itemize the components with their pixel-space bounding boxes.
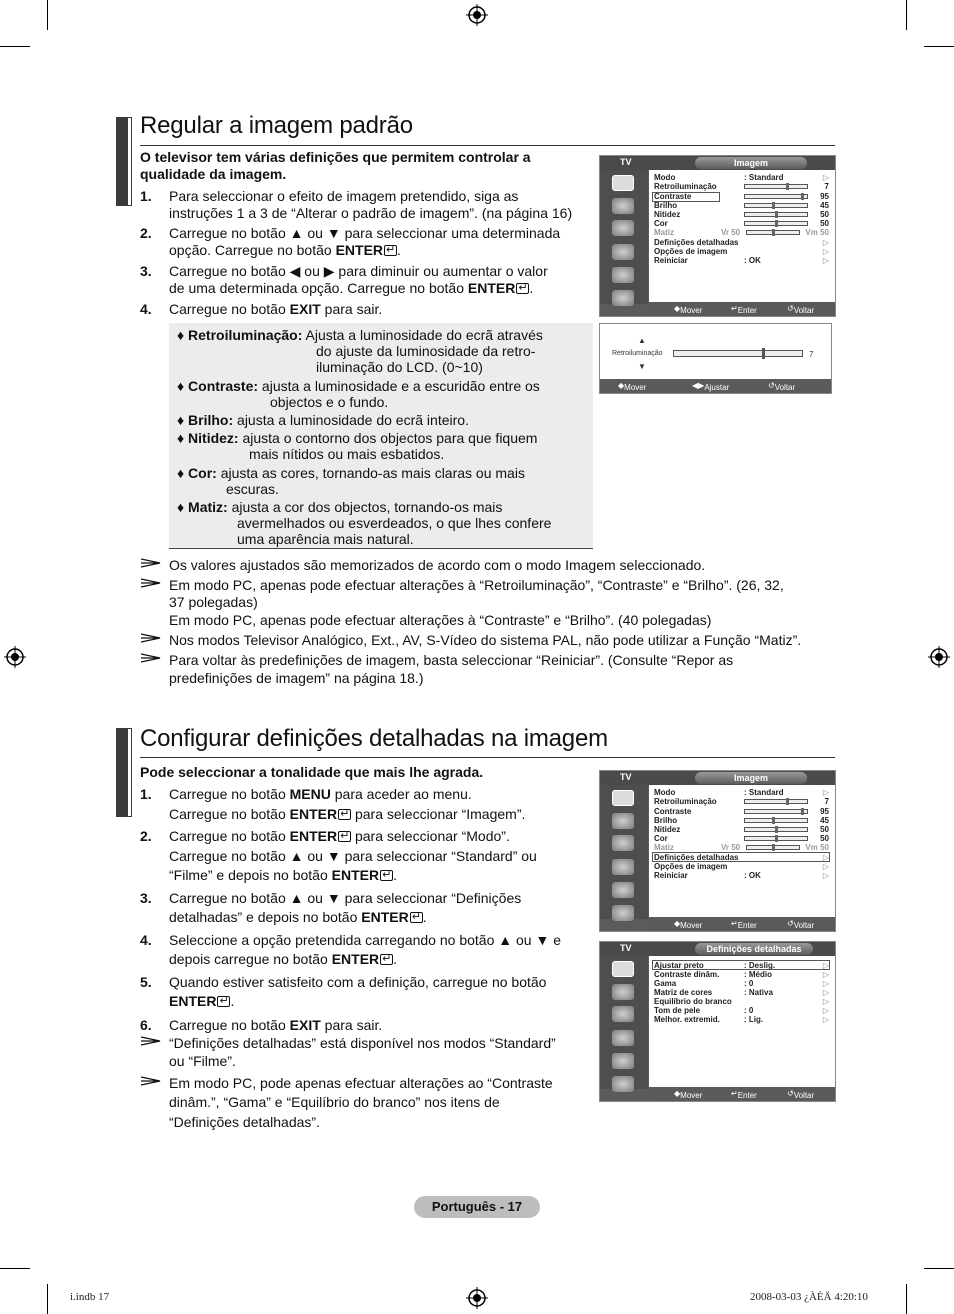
crop-mark — [0, 46, 30, 47]
step-number: 3. — [140, 263, 152, 279]
input-icon — [612, 1053, 634, 1069]
level-knob — [775, 220, 778, 227]
menu-item-melhor-extremidade[interactable]: Melhor. extremid. — [654, 1015, 720, 1024]
step-text: Carregue no botão ◀ ou ▶ para diminuir ou aumentar o valor — [169, 263, 548, 279]
step-number: 1. — [140, 188, 152, 204]
section-title: Configurar definições detalhadas na imagem — [140, 725, 608, 752]
return-hint: ↺ Voltar — [768, 381, 796, 392]
osd-retroiluminacao-slider — [599, 323, 832, 394]
menu-item-equilibrio-branco[interactable]: Equilíbrio do branco — [654, 997, 732, 1006]
step-text: Carregue no botão ▲ ou ▼ para seleccionar uma determinada — [169, 225, 561, 241]
move-hint: ◆ Mover — [674, 1089, 703, 1100]
level-bar — [744, 818, 808, 823]
note-icon — [141, 653, 161, 663]
osd-title: Imagem — [695, 772, 807, 784]
menu-value: : OK — [744, 256, 761, 265]
note-text: Para voltar às predefinições de imagem, basta seleccionar “Reiniciar”. (Consulte “Repor as — [169, 652, 734, 668]
menu-value: : 0 — [744, 979, 754, 988]
osd-title: Imagem — [695, 157, 807, 169]
menu-value: 50 — [820, 210, 829, 219]
osd-footer — [600, 379, 831, 393]
setup-icon — [612, 244, 634, 260]
enter-icon — [384, 245, 397, 256]
definition-line: avermelhados ou esverdeados, o que lhes confere — [237, 515, 552, 531]
menu-value: : Standard — [744, 173, 784, 182]
step-text: Carregue no botão ▲ ou ▼ para seleccionar “Standard” ou — [169, 848, 537, 864]
step-text: Carregue no botão EXIT para sair. — [169, 301, 383, 317]
menu-value: 50 — [820, 219, 829, 228]
application-icon — [612, 1076, 634, 1092]
setup-icon — [612, 1030, 634, 1046]
definition-cor: ♦ Cor: ajusta as cores, tornando-as mais claras ou mais — [177, 465, 525, 481]
menu-item-brilho[interactable]: Brilho — [654, 816, 678, 825]
menu-value: Vr 50 — [721, 228, 741, 237]
menu-value: 45 — [820, 816, 829, 825]
definition-retroiluminacao: ♦ Retroiluminação: Ajusta a luminosidade do ecrã através — [177, 327, 543, 343]
enter-icon — [338, 831, 351, 842]
arrow-right-icon: ▷ — [822, 1006, 829, 1015]
move-hint: ◆ Mover — [674, 304, 703, 315]
osd-imagem-menu — [599, 155, 836, 317]
arrow-right-icon: ▷ — [822, 238, 829, 247]
osd-imagem-menu — [599, 770, 836, 932]
step-number: 6. — [140, 1017, 152, 1033]
crop-mark — [47, 1284, 48, 1314]
menu-item-matiz[interactable]: Matiz — [654, 843, 674, 852]
arrow-right-icon: ▷ — [822, 853, 829, 862]
step-text: Seleccione a opção pretendida carregando no botão ▲ ou ▼ e — [169, 932, 561, 948]
osd-body — [649, 956, 835, 1089]
menu-item-opcoes-imagem[interactable]: Opções de imagem — [654, 862, 728, 871]
note-text: predefinições de imagem” na página 18.) — [169, 670, 424, 686]
level-knob — [801, 193, 804, 200]
note-text: dinâm.”, “Gama” e “Equilíbrio do branco” nos itens de — [169, 1094, 500, 1110]
note-text: Nos modos Televisor Analógico, Ext., AV, S-Vídeo do sistema PAL, não pode utilizar a Função “Matiz”. — [169, 632, 802, 648]
picture-icon — [612, 790, 634, 806]
menu-item-contraste-dinamico[interactable]: Contraste dinâm. — [654, 970, 720, 979]
step-number: 2. — [140, 225, 152, 241]
menu-value: : Lig. — [744, 1015, 764, 1024]
level-knob — [772, 229, 775, 236]
enter-icon — [338, 809, 351, 820]
menu-item-gama[interactable]: Gama — [654, 979, 677, 988]
osd-header — [600, 156, 835, 170]
channel-icon — [612, 835, 634, 851]
step-number: 5. — [140, 974, 152, 990]
osd-body — [649, 785, 835, 919]
input-icon — [612, 267, 634, 283]
enter-icon — [380, 870, 393, 881]
menu-value: 7 — [824, 797, 829, 806]
slider-knob[interactable] — [762, 348, 765, 359]
menu-value: 50 — [820, 825, 829, 834]
step-text: Quando estiver satisfeito com a definição, carregue no botão — [169, 974, 547, 990]
note-icon — [141, 578, 161, 588]
level-knob — [801, 808, 804, 815]
level-bar — [746, 230, 800, 235]
step-text: detalhadas” e depois no botão ENTER↵ . — [169, 909, 427, 926]
picture-icon — [612, 961, 634, 977]
menu-value: 7 — [824, 182, 829, 191]
menu-item-cor[interactable]: Cor — [654, 834, 668, 843]
definitions-box — [169, 323, 593, 549]
osd-header — [600, 942, 835, 956]
level-bar — [744, 194, 808, 199]
level-bar — [744, 184, 808, 189]
menu-item-nitidez[interactable]: Nitidez — [654, 210, 681, 219]
arrow-right-icon: ▷ — [822, 1015, 829, 1024]
level-knob — [772, 844, 775, 851]
enter-hint: ↵ Enter — [731, 304, 757, 315]
level-knob — [775, 826, 778, 833]
menu-value: : Standard — [744, 788, 784, 797]
arrow-right-icon: ▷ — [822, 979, 829, 988]
enter-hint: ↵ Enter — [731, 1089, 757, 1100]
step-number: 3. — [140, 890, 152, 906]
osd-header — [600, 771, 835, 785]
osd-sidebar — [600, 170, 648, 304]
crop-mark — [924, 46, 954, 47]
intro-text-line: Pode seleccionar a tonalidade que mais lhe agrada. — [140, 764, 484, 780]
section-divider — [140, 145, 835, 146]
menu-value: : Deslig. — [744, 961, 776, 970]
menu-item-contraste[interactable]: Contraste — [654, 807, 692, 816]
arrow-right-icon: ▷ — [822, 871, 829, 880]
definition-line: iluminação do LCD. (0~10) — [316, 359, 483, 375]
menu-value: 45 — [820, 201, 829, 210]
arrow-right-icon: ▷ — [822, 988, 829, 997]
step-text: depois carregue no botão ENTER↵ . — [169, 951, 397, 968]
step-text: Carregue no botão EXIT para sair. — [169, 1017, 383, 1033]
osd-definicoes-detalhadas-menu — [599, 941, 836, 1102]
intro-text-line: qualidade da imagem. — [140, 166, 287, 182]
menu-item-retroiluminacao[interactable]: Retroiluminação — [654, 797, 717, 806]
level-bar — [744, 836, 808, 841]
definition-line: uma aparência mais natural. — [237, 531, 414, 547]
level-bar — [746, 845, 800, 850]
arrow-right-icon: ▷ — [822, 788, 829, 797]
step-text: “Filme” e depois no botão ENTER↵ . — [169, 867, 397, 884]
menu-value: 50 — [820, 834, 829, 843]
step-text: opção. Carregue no botão ENTER↵ . — [169, 242, 401, 259]
enter-hint: ↵ Enter — [731, 919, 757, 930]
arrow-right-icon: ▷ — [822, 970, 829, 979]
intro-text-line: O televisor tem várias definições que permitem controlar a — [140, 149, 531, 165]
menu-item-retroiluminacao[interactable]: Retroiluminação — [654, 182, 717, 191]
osd-footer — [649, 302, 835, 316]
level-bar — [744, 799, 808, 804]
crop-mark — [0, 1268, 30, 1269]
menu-value: Vm 50 — [805, 228, 829, 237]
enter-icon — [516, 283, 529, 294]
osd-title: Definições detalhadas — [695, 943, 813, 955]
registration-mark-icon — [928, 646, 950, 668]
registration-mark-icon — [466, 1287, 488, 1309]
arrow-right-icon: ▷ — [822, 862, 829, 871]
print-file-info: i.indb 17 — [70, 1291, 110, 1303]
note-text: Em modo PC, pode apenas efectuar alterações ao “Contraste — [169, 1075, 553, 1091]
move-hint: ◆ Mover — [618, 381, 647, 392]
return-hint: ↺ Voltar — [787, 1089, 815, 1100]
menu-value: 95 — [820, 192, 829, 201]
level-bar — [744, 221, 808, 226]
input-icon — [612, 882, 634, 898]
enter-icon — [380, 954, 393, 965]
crop-mark — [906, 1284, 907, 1314]
menu-item-matriz-cores[interactable]: Matriz de cores — [654, 988, 713, 997]
osd-footer — [649, 1087, 835, 1101]
menu-value: Vm 50 — [805, 843, 829, 852]
application-icon — [612, 905, 634, 921]
step-number: 4. — [140, 301, 152, 317]
definition-matiz: ♦ Matiz: ajusta a cor dos objectos, tornando-os mais — [177, 499, 503, 515]
osd-tv-label: TV — [620, 943, 632, 953]
step-number: 4. — [140, 932, 152, 948]
definition-line: escuras. — [226, 481, 279, 497]
sound-icon — [612, 984, 634, 1000]
picture-icon — [612, 175, 634, 191]
osd-tv-label: TV — [620, 157, 632, 167]
note-text: ou “Filme”. — [169, 1053, 236, 1069]
down-arrow-icon: ▼ — [638, 362, 646, 371]
menu-value: : 0 — [744, 1006, 754, 1015]
menu-item-opcoes-imagem[interactable]: Opções de imagem — [654, 247, 728, 256]
step-number: 1. — [140, 786, 152, 802]
arrow-right-icon: ▷ — [822, 961, 829, 970]
step-text: Carregue no botão ▲ ou ▼ para seleccionar “Definições — [169, 890, 522, 906]
level-knob — [772, 202, 775, 209]
definition-line: do ajuste da luminosidade da retro- — [316, 343, 536, 359]
section-divider — [140, 757, 835, 758]
note-text: Em modo PC, apenas pode efectuar alterações à “Retroiluminação”, “Contraste” e “Brilho”. (26, 32, — [169, 577, 784, 593]
definition-contraste: ♦ Contraste: ajusta a luminosidade e a escuridão entre os — [177, 378, 540, 394]
level-bar — [744, 203, 808, 208]
osd-footer — [649, 917, 835, 931]
menu-item-modo[interactable]: Modo — [654, 788, 676, 797]
registration-mark-icon — [4, 646, 26, 668]
definition-brilho: ♦ Brilho: ajusta a luminosidade do ecrã inteiro. — [177, 412, 469, 428]
menu-item-contraste[interactable]: Contraste — [654, 192, 692, 201]
level-knob — [786, 183, 789, 190]
menu-value: Vr 50 — [721, 843, 741, 852]
step-text: Carregue no botão ENTER↵ para seleccionar “Modo”. — [169, 828, 510, 845]
return-hint: ↺ Voltar — [787, 304, 815, 315]
channel-icon — [612, 220, 634, 236]
menu-value: 95 — [820, 807, 829, 816]
level-knob — [786, 798, 789, 805]
slider-label: Retroiluminação — [612, 350, 663, 357]
level-bar — [744, 827, 808, 832]
note-text: “Definições detalhadas” está disponível nos modos “Standard” — [169, 1035, 556, 1051]
slider-track[interactable] — [673, 350, 803, 357]
osd-sidebar — [600, 956, 648, 1089]
section-title: Regular a imagem padrão — [140, 112, 413, 139]
osd-sidebar — [600, 785, 648, 919]
definition-line: mais nítidos ou mais esbatidos. — [249, 446, 445, 462]
step-text: Carregue no botão ENTER↵ para seleccionar “Imagem”. — [169, 806, 525, 823]
adjust-hint: ◀▶ Ajustar — [692, 381, 730, 392]
crop-mark — [924, 1268, 954, 1269]
menu-item-definicoes-detalhadas[interactable]: Definições detalhadas — [654, 238, 739, 247]
registration-mark-icon — [466, 4, 488, 26]
note-icon — [141, 558, 161, 568]
menu-item-cor[interactable]: Cor — [654, 219, 668, 228]
step-text: Carregue no botão MENU para aceder ao menu. — [169, 786, 472, 802]
menu-value: : OK — [744, 871, 761, 880]
note-text: 37 polegadas) — [169, 594, 258, 610]
return-hint: ↺ Voltar — [787, 919, 815, 930]
up-arrow-icon: ▲ — [638, 336, 646, 345]
print-date-info: 2008-03-03 ¿ÀÈÄ 4:20:10 — [750, 1291, 868, 1303]
menu-item-nitidez[interactable]: Nitidez — [654, 825, 681, 834]
step-text: instruções 1 a 3 de “Alterar o padrão de imagem”. (na página 16) — [169, 205, 573, 221]
enter-icon — [217, 996, 230, 1007]
menu-item-matiz[interactable]: Matiz — [654, 228, 674, 237]
level-knob — [775, 835, 778, 842]
note-icon — [141, 633, 161, 643]
page-number-badge: Português - 17 — [414, 1196, 540, 1218]
section-marker-bar — [117, 118, 131, 205]
section-marker-bar — [117, 729, 131, 816]
crop-mark — [906, 0, 907, 30]
note-text: Em modo PC, apenas pode efectuar alterações à “Contraste” e “Brilho”. (40 polegadas) — [169, 612, 712, 628]
step-number: 2. — [140, 828, 152, 844]
arrow-right-icon: ▷ — [822, 247, 829, 256]
definition-line: objectos e o fundo. — [270, 394, 389, 410]
sound-icon — [612, 198, 634, 214]
note-icon — [141, 1036, 161, 1046]
arrow-right-icon: ▷ — [822, 256, 829, 265]
arrow-right-icon: ▷ — [822, 173, 829, 182]
osd-tv-label: TV — [620, 772, 632, 782]
menu-value: : Médio — [744, 970, 772, 979]
level-bar — [744, 809, 808, 814]
channel-icon — [612, 1006, 634, 1022]
step-text: de uma determinada opção. Carregue no botão ENTER↵ . — [169, 280, 533, 297]
step-text: Para seleccionar o efeito de imagem pretendido, siga as — [169, 188, 519, 204]
menu-item-reiniciar[interactable]: Reiniciar — [654, 871, 688, 880]
level-bar — [744, 212, 808, 217]
note-text: “Definições detalhadas”. — [169, 1114, 320, 1130]
menu-value: : Nativa — [744, 988, 773, 997]
slider-value: 7 — [809, 350, 814, 359]
crop-mark — [47, 0, 48, 30]
arrow-right-icon: ▷ — [822, 997, 829, 1006]
menu-item-definicoes-detalhadas[interactable]: Definições detalhadas — [654, 853, 739, 862]
definition-nitidez: ♦ Nitidez: ajusta o contorno dos objectos para que fiquem — [177, 430, 538, 446]
application-icon — [612, 290, 634, 306]
osd-body — [649, 170, 835, 304]
menu-item-ajustar-preto[interactable]: Ajustar preto — [654, 961, 704, 970]
enter-icon — [410, 912, 423, 923]
setup-icon — [612, 859, 634, 875]
menu-item-modo[interactable]: Modo — [654, 173, 676, 182]
move-hint: ◆ Mover — [674, 919, 703, 930]
note-icon — [141, 1076, 161, 1086]
level-knob — [772, 817, 775, 824]
menu-item-brilho[interactable]: Brilho — [654, 201, 678, 210]
step-text: ENTER↵ . — [169, 993, 234, 1010]
level-knob — [775, 211, 778, 218]
menu-item-reiniciar[interactable]: Reiniciar — [654, 256, 688, 265]
menu-item-tom-pele[interactable]: Tom de pele — [654, 1006, 701, 1015]
note-text: Os valores ajustados são memorizados de acordo com o modo Imagem seleccionado. — [169, 557, 706, 573]
sound-icon — [612, 813, 634, 829]
